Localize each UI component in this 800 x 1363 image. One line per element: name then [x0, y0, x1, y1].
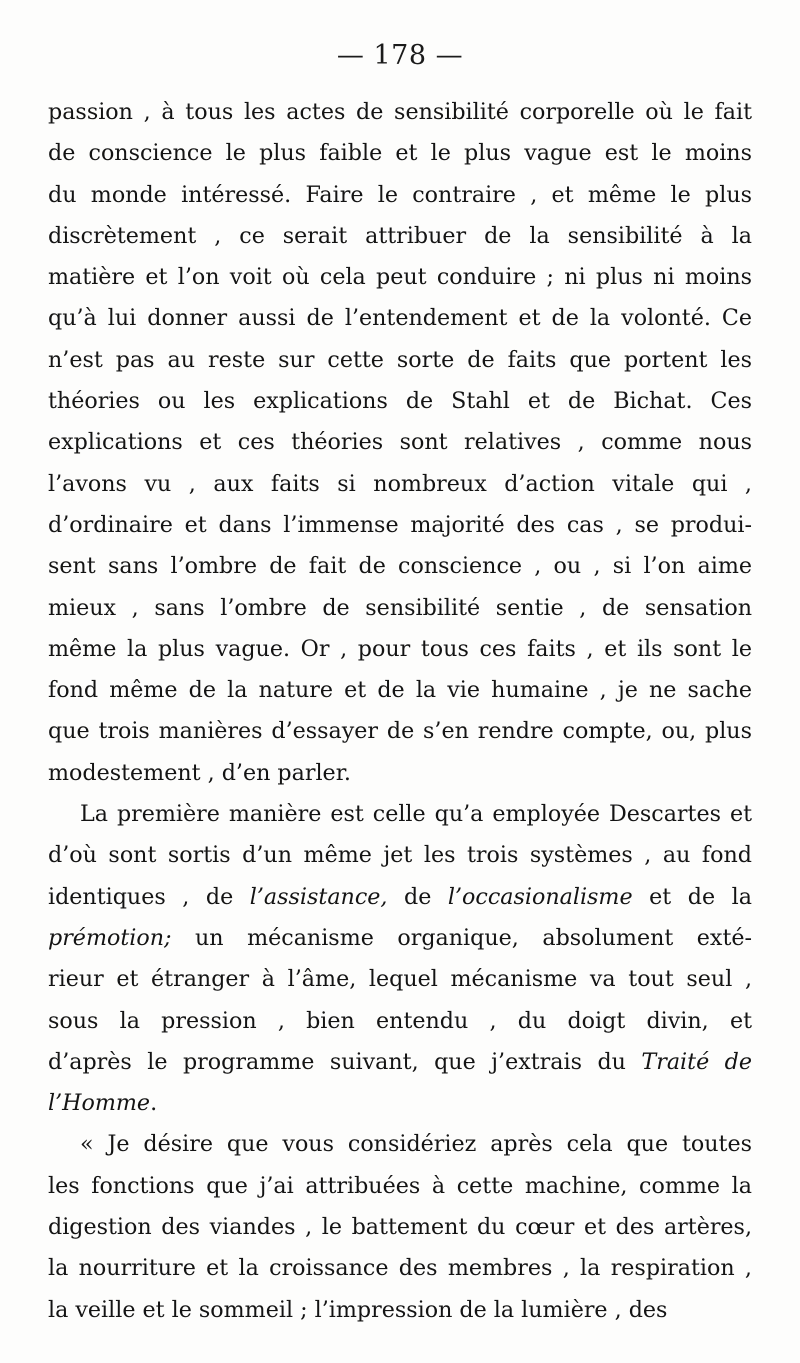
- text-run: rieur et étranger à l’âme, lequel mécanisme va tout seul ,: [48, 966, 752, 993]
- text-line: [48, 422, 752, 463]
- text-line: [48, 92, 752, 133]
- text-run: explications et ces théories sont relatives , comme nous: [48, 429, 752, 456]
- text-run: même la plus vague. Or , pour tous ces faits , et ils sont le: [48, 635, 752, 662]
- text-run: fond même de la nature et de la vie humaine , je ne sache: [48, 677, 752, 704]
- text-line: [48, 794, 752, 835]
- text-line: [48, 1207, 752, 1248]
- text-line: [48, 1166, 752, 1207]
- text-line: [48, 175, 752, 216]
- page-number: — 178 —: [336, 40, 464, 71]
- text-line: [48, 1248, 752, 1289]
- italic-text: l’Homme: [48, 1090, 151, 1117]
- text-line: [48, 133, 752, 174]
- text-line: [48, 257, 752, 298]
- text-run: qu’à lui donner aussi de l’entendement et de la volonté. Ce: [48, 305, 752, 332]
- text-line: [48, 381, 752, 422]
- text-run: les fonctions que j’ai attribuées à cette machine, comme la: [48, 1172, 752, 1199]
- text-run: discrètement , ce serait attribuer de la sensibilité à la: [48, 222, 752, 249]
- text-run: du monde intéressé. Faire le contraire , et même le plus: [48, 181, 752, 208]
- text-run: La première manière est celle qu’a employée Descartes et: [80, 801, 752, 828]
- text-line: [48, 464, 752, 505]
- text-run: sent sans l’ombre de fait de conscience , ou , si l’on aime: [48, 553, 752, 580]
- text-run: la veille et le sommeil ; l’impression de la lumière , des: [48, 1296, 668, 1323]
- paragraph: [48, 1124, 752, 1330]
- text-run: d’après le programme suivant, que j’extrais du: [48, 1048, 642, 1075]
- text-run: d’où sont sortis d’un même jet les trois systèmes , au fond: [48, 842, 752, 869]
- text-run: d’ordinaire et dans l’immense majorité des cas , se produi-: [48, 511, 752, 538]
- text-line: [48, 753, 752, 794]
- text-line: [48, 340, 752, 381]
- text-run: sous la pression , bien entendu , du doigt divin, et: [48, 1007, 752, 1034]
- text-line: [48, 1124, 752, 1165]
- text-run: de: [387, 883, 448, 910]
- text-line: [48, 298, 752, 339]
- text-run: la nourriture et la croissance des membres , la respiration ,: [48, 1255, 752, 1282]
- text-run: un mécanisme organique, absolument exté-: [171, 924, 752, 951]
- text-line: [48, 959, 752, 1000]
- text-run: l’avons vu , aux faits si nombreux d’action vitale qui ,: [48, 470, 752, 497]
- italic-text: l’assistance,: [249, 883, 388, 910]
- text-run: identiques , de: [48, 883, 250, 910]
- text-line: [48, 877, 752, 918]
- text-line: [48, 1001, 752, 1042]
- text-line: [48, 546, 752, 587]
- body-text: [48, 92, 752, 1331]
- text-line: [48, 1083, 752, 1124]
- text-run: de conscience le plus faible et le plus vague est le moins: [48, 140, 752, 167]
- text-line: [48, 670, 752, 711]
- text-line: [48, 711, 752, 752]
- text-line: [48, 1042, 752, 1083]
- text-line: [48, 216, 752, 257]
- text-line: [48, 588, 752, 629]
- text-run: modestement , d’en parler.: [48, 759, 351, 786]
- text-line: [48, 918, 752, 959]
- text-line: [48, 835, 752, 876]
- text-run: que trois manières d’essayer de s’en rendre compte, ou, plus: [48, 718, 752, 745]
- text-run: digestion des viandes , le battement du cœur et des artères,: [48, 1214, 752, 1241]
- text-run: et de la: [632, 883, 752, 910]
- text-run: .: [150, 1090, 158, 1117]
- text-line: [48, 629, 752, 670]
- text-run: matière et l’on voit où cela peut conduire ; ni plus ni moins: [48, 264, 752, 291]
- text-line: [48, 505, 752, 546]
- paragraph: [48, 794, 752, 1124]
- text-run: passion , à tous les actes de sensibilité corporelle où le fait: [48, 99, 752, 125]
- italic-text: l’occasionalisme: [447, 883, 633, 910]
- text-run: « Je désire que vous considériez après cela que toutes: [80, 1131, 752, 1158]
- italic-text: Traité de: [641, 1048, 752, 1075]
- italic-text: prémotion;: [48, 924, 172, 951]
- text-line: [48, 1290, 752, 1331]
- text-run: n’est pas au reste sur cette sorte de faits que portent les: [48, 346, 752, 373]
- text-run: théories ou les explications de Stahl et de Bichat. Ces: [48, 388, 752, 415]
- text-run: mieux , sans l’ombre de sensibilité sentie , de sensation: [48, 594, 752, 621]
- paragraph: [48, 92, 752, 794]
